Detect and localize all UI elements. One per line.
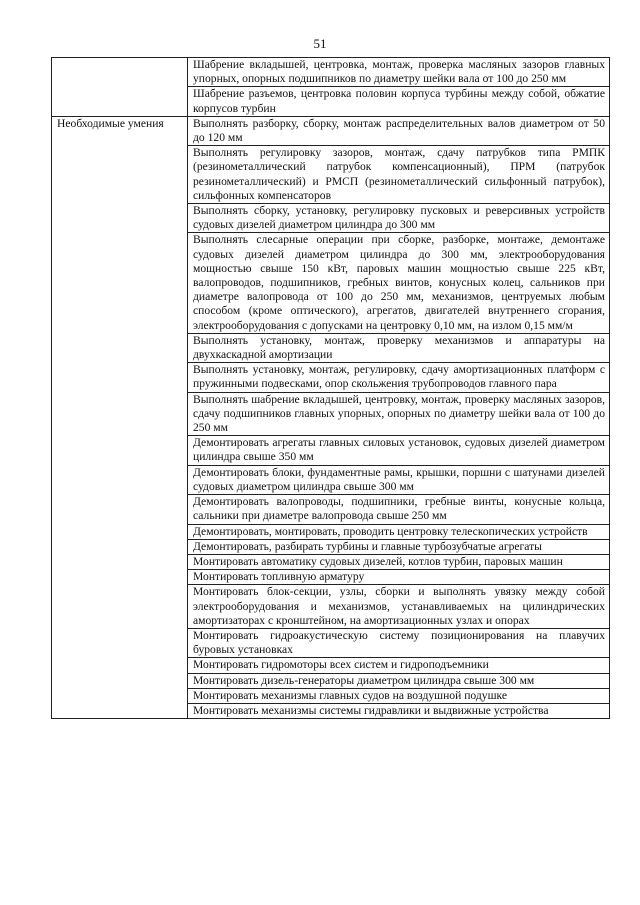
empty-label-cell [52,58,188,117]
table-cell: Демонтировать блоки, фундаментные рамы, крышки, поршни с шатунами дизелей судовых диаметром цилиндра свыше 300 мм [188,465,610,494]
table-cell: Демонтировать агрегаты главных силовых установок, судовых дизелей диаметром цилиндра свыше 350 мм [188,436,610,465]
table-cell: Монтировать гидроакустическую систему позиционирования на плавучих буровых установках [188,628,610,657]
table-cell: Выполнять слесарные операции при сборке, разборке, монтаже, демонтаже судовых дизелей диаметром цилиндра до 300 мм, электрооборудования мощностью свыше 150 кВт, паровых машин мощностью свыше 225 кВт, валопроводов, подшипников, гребных винтов, конусных колец, сальников при диаметре валопровода от 100 до 250 мм, механизмов, центруемых любым способом (кроме оптического), агрегатов, двигателей внутреннего сгорания, электрооборудования с допусками на центровку 0,10 мм, на излом 0,15 мм/м [188,233,610,333]
table-cell: Выполнять разборку, сборку, монтаж распределительных валов диаметром от 50 до 120 мм [188,116,610,145]
table-cell: Монтировать механизмы системы гидравлики и выдвижные устройства [188,703,610,718]
table-cell: Выполнять регулировку зазоров, монтаж, сдачу патрубков типа РМПК (резинометаллический патрубок компенсационный), ПРМ (патрубок резинометаллический) и РМСП (резинометаллический сильфонный патрубок), сильфонных компенсаторов [188,146,610,204]
table-row [52,116,610,145]
table-cell: Шабрение вкладышей, центровка, монтаж, проверка масляных зазоров главных упорных, опорных подшипников по диаметру шейки вала от 100 до 250 мм [188,58,610,87]
table-cell: Монтировать механизмы главных судов на воздушной подушке [188,688,610,703]
table-cell: Выполнять шабрение вкладышей, центровку, монтаж, проверку масляных зазоров, сдачу подшипников главных упорных, опорных по диаметру шейки вала от 100 до 250 мм [188,392,610,436]
table-cell: Демонтировать, монтировать, проводить центровку телескопических устройств [188,524,610,539]
table-cell: Монтировать автоматику судовых дизелей, котлов турбин, паровых машин [188,554,610,569]
table-cell: Монтировать блок-секции, узлы, сборки и выполнять увязку между собой электрооборудования и механизмов, устанавливаемых на цилиндрических амортизаторах с кронштейном, на амортизационных узлах и опорах [188,585,610,629]
skills-table [51,57,610,719]
page-number: 51 [313,36,327,51]
skills-label: Необходимые умения [52,116,188,718]
table-cell: Выполнять сборку, установку, регулировку пусковых и реверсивных устройств судовых дизелей диаметром цилиндра до 300 мм [188,204,610,233]
table-cell: Монтировать гидромоторы всех систем и гидроподъемники [188,658,610,673]
table-cell: Демонтировать, разбирать турбины и главные турбозубчатые агрегаты [188,539,610,554]
table-cell: Монтировать топливную арматуру [188,570,610,585]
table-cell: Демонтировать валопроводы, подшипники, гребные винты, конусные кольца, сальники при диаметре валопровода свыше 250 мм [188,495,610,524]
table-row [52,58,610,87]
table-cell: Монтировать дизель-генераторы диаметром цилиндра свыше 300 мм [188,673,610,688]
table-cell: Выполнять установку, монтаж, регулировку, сдачу амортизационных платформ с пружинными подвесками, опор скольжения трубопроводов главного пара [188,363,610,392]
table-cell: Шабрение разъемов, центровка половин корпуса турбины между собой, обжатие корпусов турбин [188,87,610,116]
table-cell: Выполнять установку, монтаж, проверку механизмов и аппаратуры на двухкаскадной амортизации [188,333,610,362]
